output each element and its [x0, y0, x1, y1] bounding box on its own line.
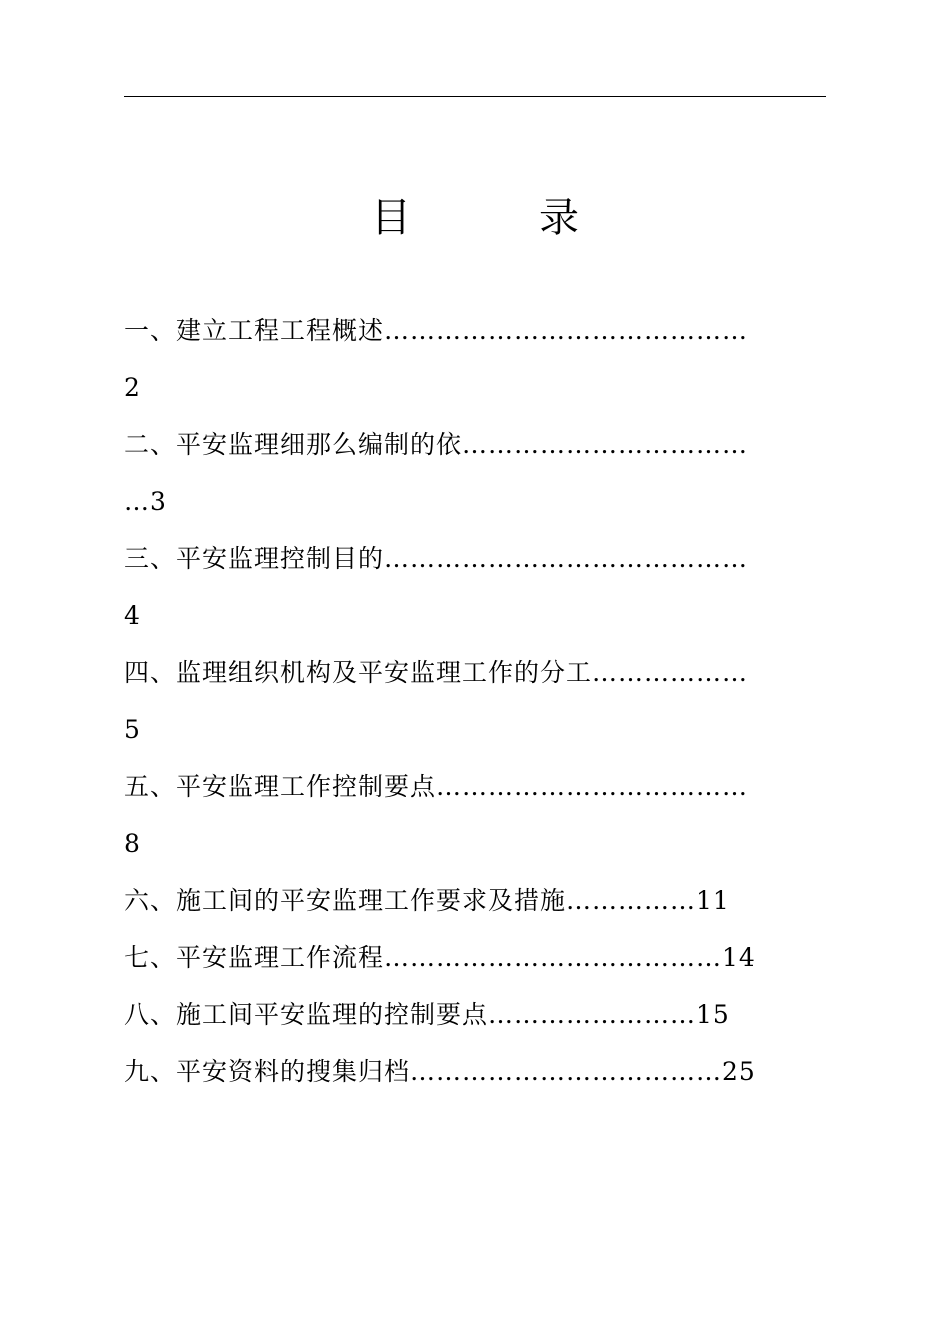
toc-line: 六、施工间的平安监理工作要求及措施……………11 [124, 886, 730, 915]
toc-line: 5 [124, 715, 141, 744]
toc-line: 4 [124, 601, 141, 630]
toc-line: 九、平安资料的搜集归档………………………………25 [124, 1057, 756, 1086]
header-rule [124, 96, 826, 97]
toc-line: 四、监理组织机构及平安监理工作的分工……………… [124, 658, 749, 687]
page-title: 目 录 [371, 195, 623, 241]
toc-line: 五、平安监理工作控制要点……………………………… [124, 772, 749, 801]
toc-line: 8 [124, 829, 141, 858]
toc-line: 二、平安监理细那么编制的依…………………………… [124, 430, 749, 459]
toc-line: 一、建立工程工程概述…………………………………… [124, 316, 749, 345]
toc-line: 三、平安监理控制目的…………………………………… [124, 544, 749, 573]
toc-line: 八、施工间平安监理的控制要点……………………15 [124, 1000, 730, 1029]
toc-line: …3 [124, 487, 167, 516]
table-of-contents [124, 302, 826, 1100]
toc-line: 七、平安监理工作流程…………………………………14 [124, 943, 756, 972]
toc-line: 2 [124, 373, 141, 402]
